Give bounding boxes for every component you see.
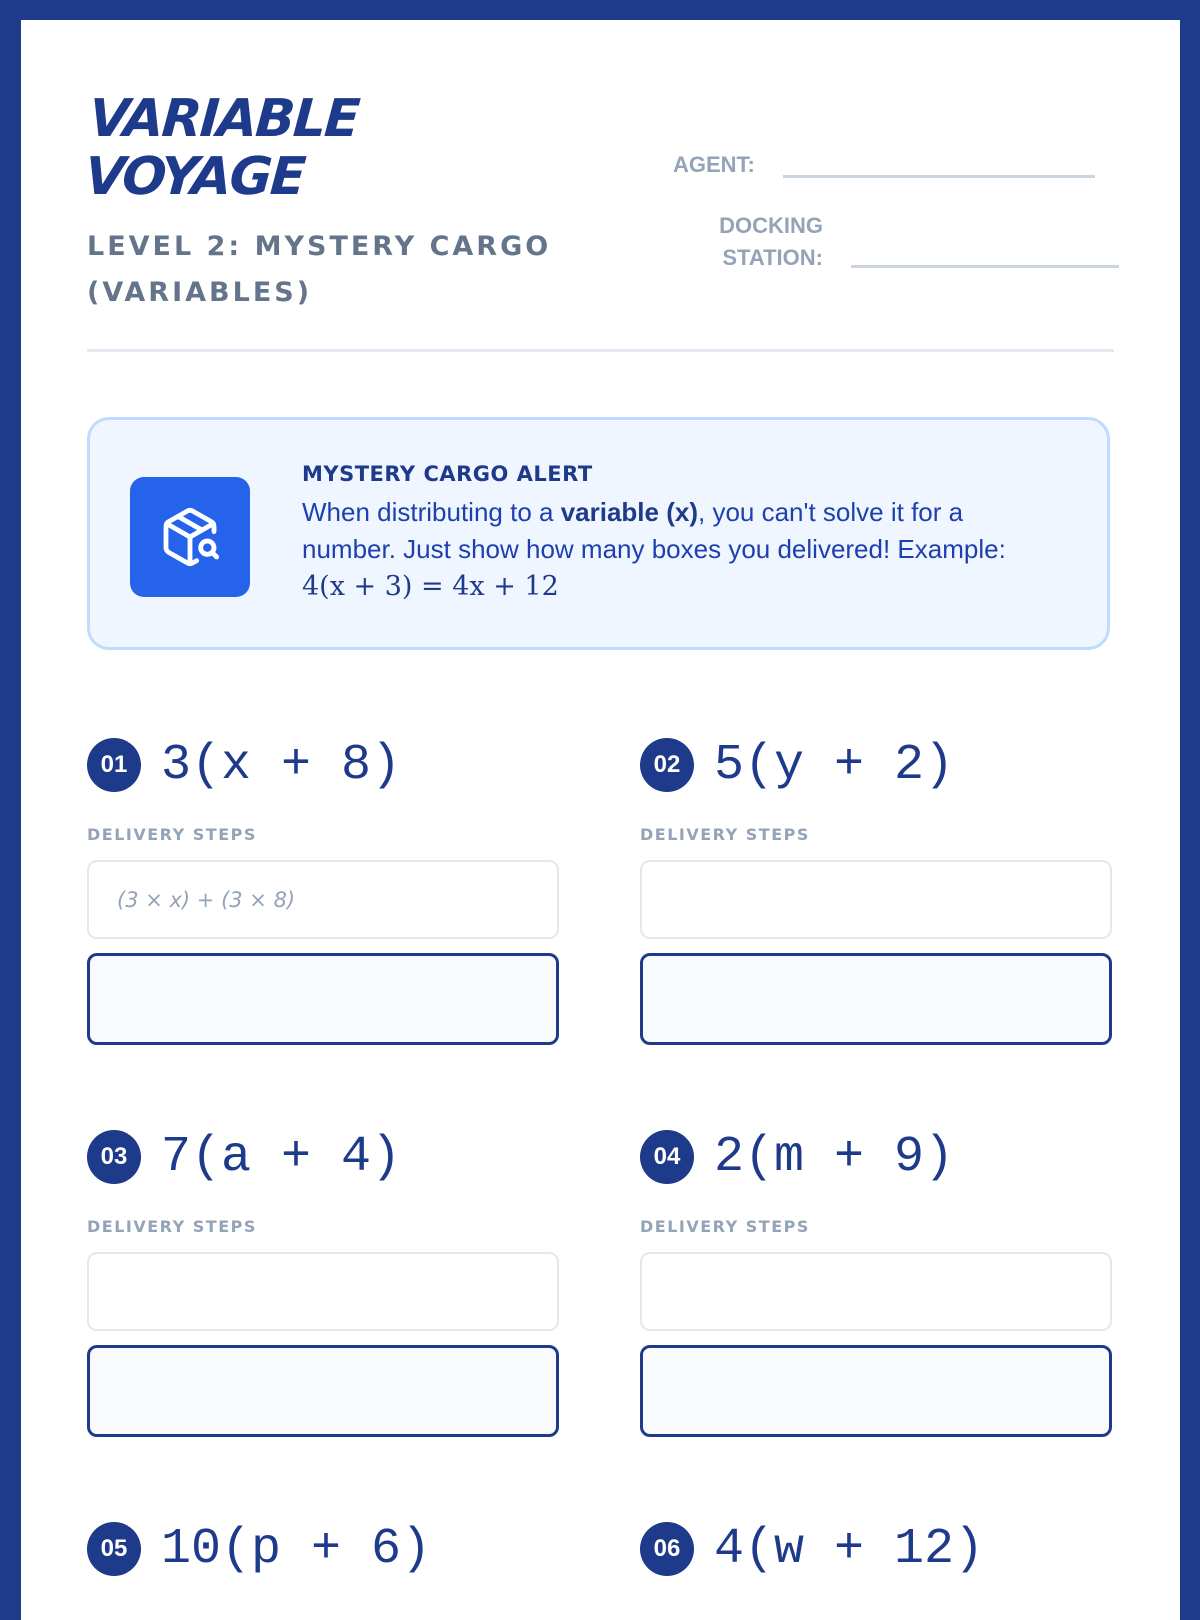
delivery-steps-input[interactable] (640, 1252, 1112, 1331)
problem-number-badge: 02 (640, 738, 694, 792)
problem-header (640, 735, 1112, 795)
problem-number-badge: 03 (87, 1130, 141, 1184)
problem-expression: 3(x + 8) (161, 736, 402, 794)
docking-station-label-line-1: DOCKING (719, 213, 823, 238)
answer-input[interactable] (640, 1345, 1112, 1437)
mystery-cargo-alert (87, 417, 1110, 650)
header-divider (87, 349, 1114, 352)
docking-station-label-line-2: STATION: (722, 245, 823, 270)
alert-example-equation: 4(x + 3) = 4x + 12 (302, 571, 559, 602)
delivery-steps-label: DELIVERY STEPS (640, 1217, 810, 1236)
package-search-icon (130, 477, 250, 597)
agent-field (673, 152, 1095, 178)
docking-station-label (703, 210, 823, 274)
problem-header (87, 1519, 559, 1579)
problem-expression: 7(a + 4) (161, 1128, 402, 1186)
answer-input[interactable] (640, 953, 1112, 1045)
alert-text (302, 462, 1062, 605)
delivery-steps-input[interactable] (640, 860, 1112, 939)
problem-expression: 2(m + 9) (714, 1128, 955, 1186)
level-subtitle: LEVEL 2: MYSTERY CARGO (VARIABLES) (87, 231, 552, 308)
alert-body-part-1: When distributing to a (302, 497, 561, 527)
problem-header (87, 735, 559, 795)
title-line-1: VARIABLE (86, 89, 361, 149)
problem-card (87, 735, 559, 1045)
problem-card (640, 735, 1112, 1045)
agent-label: AGENT: (673, 152, 755, 177)
alert-title: MYSTERY CARGO ALERT (302, 462, 593, 486)
alert-body (302, 494, 1062, 605)
delivery-steps-label: DELIVERY STEPS (640, 825, 810, 844)
docking-station-field (703, 210, 1119, 274)
answer-input[interactable] (87, 953, 559, 1045)
answer-input[interactable] (87, 1345, 559, 1437)
problem-number-badge: 04 (640, 1130, 694, 1184)
problem-header (87, 1127, 559, 1187)
delivery-steps-input[interactable]: (3 × x) + (3 × 8) (87, 860, 559, 939)
problem-expression: 10(p + 6) (161, 1520, 432, 1578)
problem-header (640, 1127, 1112, 1187)
page-title (83, 90, 451, 206)
worksheet-page (21, 20, 1180, 1620)
problem-expression: 5(y + 2) (714, 736, 955, 794)
delivery-steps-input[interactable] (87, 1252, 559, 1331)
alert-body-bold: variable (x) (560, 497, 698, 527)
problem-number-badge: 06 (640, 1522, 694, 1576)
problem-header (640, 1519, 1112, 1579)
docking-station-line[interactable] (851, 265, 1119, 268)
delivery-steps-label: DELIVERY STEPS (87, 1217, 257, 1236)
worksheet-header (82, 89, 1114, 316)
problem-number-badge: 05 (87, 1522, 141, 1576)
problem-card (87, 1519, 559, 1579)
title-line-2: VOYAGE (82, 147, 306, 207)
problem-number-badge: 01 (87, 738, 141, 792)
problem-card (640, 1127, 1112, 1437)
problem-expression: 4(w + 12) (714, 1520, 985, 1578)
problem-card (640, 1519, 1112, 1579)
alert-body-part-2: , you can't solve it for a number. Just show how many boxes you delivered! Example: (302, 497, 1006, 564)
agent-name-line[interactable] (783, 175, 1095, 178)
delivery-steps-label: DELIVERY STEPS (87, 825, 257, 844)
problem-card (87, 1127, 559, 1437)
